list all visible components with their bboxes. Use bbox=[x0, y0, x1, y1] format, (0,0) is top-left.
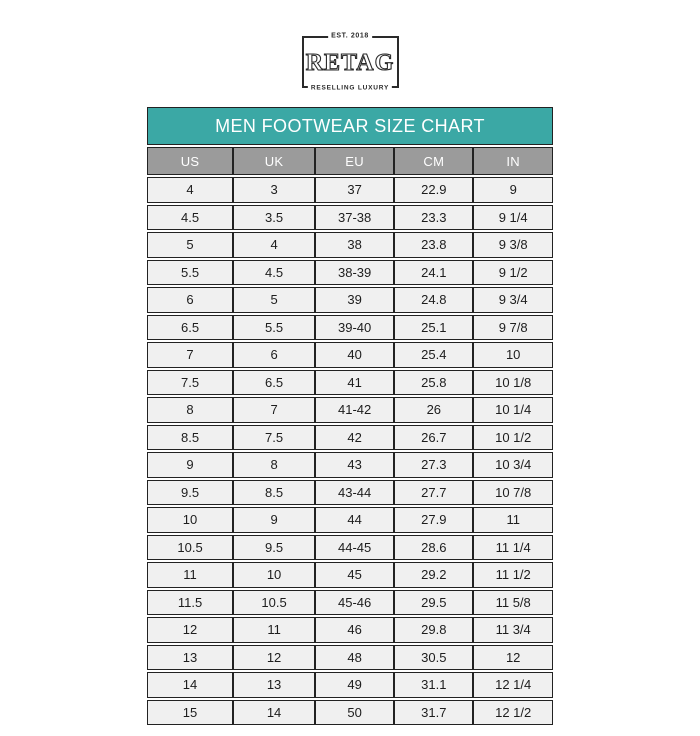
logo-tagline-label: RESELLING LUXURY bbox=[308, 85, 392, 92]
table-cell: 4 bbox=[147, 177, 233, 203]
table-cell: 11 1/4 bbox=[473, 535, 553, 561]
table-cell: 8.5 bbox=[233, 480, 315, 506]
page bbox=[0, 32, 700, 736]
table-cell: 14 bbox=[147, 672, 233, 698]
table-cell: 5.5 bbox=[233, 315, 315, 341]
table-cell: 6 bbox=[233, 342, 315, 368]
column-header-uk: UK bbox=[233, 147, 315, 175]
logo-brand-mark bbox=[307, 47, 393, 77]
table-cell: 12 bbox=[233, 645, 315, 671]
table-cell: 31.7 bbox=[394, 700, 473, 726]
table-row bbox=[147, 397, 553, 423]
table-cell: 10 bbox=[233, 562, 315, 588]
table-cell: 5 bbox=[233, 287, 315, 313]
table-cell: 9 bbox=[147, 452, 233, 478]
table-cell: 25.4 bbox=[394, 342, 473, 368]
table-cell: 11 bbox=[147, 562, 233, 588]
table-cell: 11.5 bbox=[147, 590, 233, 616]
table-cell: 24.8 bbox=[394, 287, 473, 313]
table-cell: 38-39 bbox=[315, 260, 394, 286]
table-cell: 29.8 bbox=[394, 617, 473, 643]
table-row bbox=[147, 452, 553, 478]
table-cell: 10 1/4 bbox=[473, 397, 553, 423]
table-row bbox=[147, 507, 553, 533]
table-cell: 45 bbox=[315, 562, 394, 588]
table-cell: 26 bbox=[394, 397, 473, 423]
table-cell: 4.5 bbox=[147, 205, 233, 231]
table-cell: 27.9 bbox=[394, 507, 473, 533]
column-header-eu: EU bbox=[315, 147, 394, 175]
table-cell: 27.7 bbox=[394, 480, 473, 506]
chart-title-banner bbox=[147, 107, 553, 145]
column-header-cm: CM bbox=[394, 147, 473, 175]
table-row bbox=[147, 342, 553, 368]
table-cell: 12 bbox=[473, 645, 553, 671]
size-table-header-row bbox=[147, 147, 553, 175]
table-cell: 9.5 bbox=[147, 480, 233, 506]
table-cell: 7 bbox=[147, 342, 233, 368]
table-cell: 7.5 bbox=[233, 425, 315, 451]
chart-title: MEN FOOTWEAR SIZE CHART bbox=[215, 115, 485, 136]
table-row bbox=[147, 260, 553, 286]
table-cell: 23.3 bbox=[394, 205, 473, 231]
table-cell: 30.5 bbox=[394, 645, 473, 671]
table-cell: 49 bbox=[315, 672, 394, 698]
table-cell: 9 1/4 bbox=[473, 205, 553, 231]
table-cell: 12 1/2 bbox=[473, 700, 553, 726]
table-cell: 9 1/2 bbox=[473, 260, 553, 286]
table-cell: 11 bbox=[233, 617, 315, 643]
table-cell: 10 bbox=[473, 342, 553, 368]
table-cell: 28.6 bbox=[394, 535, 473, 561]
size-table-body bbox=[147, 177, 553, 725]
table-cell: 37-38 bbox=[315, 205, 394, 231]
logo-established-label: EST. 2018 bbox=[328, 33, 372, 40]
column-header-us: US bbox=[147, 147, 233, 175]
table-cell: 7 bbox=[233, 397, 315, 423]
table-cell: 10 3/4 bbox=[473, 452, 553, 478]
table-cell: 3 bbox=[233, 177, 315, 203]
table-cell: 9 bbox=[473, 177, 553, 203]
table-cell: 9 3/8 bbox=[473, 232, 553, 258]
table-cell: 6 bbox=[147, 287, 233, 313]
table-cell: 4.5 bbox=[233, 260, 315, 286]
table-cell: 8.5 bbox=[147, 425, 233, 451]
table-row bbox=[147, 562, 553, 588]
table-cell: 9 bbox=[233, 507, 315, 533]
table-cell: 5 bbox=[147, 232, 233, 258]
table-cell: 9 3/4 bbox=[473, 287, 553, 313]
table-cell: 10.5 bbox=[147, 535, 233, 561]
table-cell: 29.2 bbox=[394, 562, 473, 588]
table-row bbox=[147, 287, 553, 313]
table-cell: 39-40 bbox=[315, 315, 394, 341]
logo-brand-text: RETAG bbox=[305, 50, 395, 76]
table-cell: 12 bbox=[147, 617, 233, 643]
table-cell: 44 bbox=[315, 507, 394, 533]
table-row bbox=[147, 315, 553, 341]
table-row bbox=[147, 535, 553, 561]
table-cell: 22.9 bbox=[394, 177, 473, 203]
table-cell: 11 1/2 bbox=[473, 562, 553, 588]
table-cell: 10 bbox=[147, 507, 233, 533]
table-row bbox=[147, 205, 553, 231]
table-cell: 9 7/8 bbox=[473, 315, 553, 341]
table-cell: 10 7/8 bbox=[473, 480, 553, 506]
table-cell: 14 bbox=[233, 700, 315, 726]
table-row bbox=[147, 700, 553, 726]
table-cell: 37 bbox=[315, 177, 394, 203]
size-table bbox=[147, 145, 553, 727]
table-cell: 50 bbox=[315, 700, 394, 726]
table-cell: 24.1 bbox=[394, 260, 473, 286]
table-cell: 40 bbox=[315, 342, 394, 368]
table-row bbox=[147, 425, 553, 451]
retag-logo bbox=[302, 32, 399, 91]
table-cell: 6.5 bbox=[147, 315, 233, 341]
table-cell: 5.5 bbox=[147, 260, 233, 286]
table-cell: 10 1/2 bbox=[473, 425, 553, 451]
table-cell: 13 bbox=[233, 672, 315, 698]
table-cell: 46 bbox=[315, 617, 394, 643]
table-row bbox=[147, 370, 553, 396]
table-cell: 3.5 bbox=[233, 205, 315, 231]
table-cell: 15 bbox=[147, 700, 233, 726]
table-row bbox=[147, 645, 553, 671]
table-cell: 41-42 bbox=[315, 397, 394, 423]
table-cell: 10 1/8 bbox=[473, 370, 553, 396]
table-row bbox=[147, 232, 553, 258]
table-cell: 8 bbox=[233, 452, 315, 478]
table-cell: 27.3 bbox=[394, 452, 473, 478]
table-cell: 43-44 bbox=[315, 480, 394, 506]
table-cell: 13 bbox=[147, 645, 233, 671]
table-row bbox=[147, 617, 553, 643]
table-cell: 11 5/8 bbox=[473, 590, 553, 616]
table-cell: 8 bbox=[147, 397, 233, 423]
table-cell: 41 bbox=[315, 370, 394, 396]
table-cell: 12 1/4 bbox=[473, 672, 553, 698]
table-row bbox=[147, 590, 553, 616]
logo-frame bbox=[302, 32, 399, 91]
table-cell: 11 bbox=[473, 507, 553, 533]
table-cell: 25.8 bbox=[394, 370, 473, 396]
table-row bbox=[147, 672, 553, 698]
table-row bbox=[147, 177, 553, 203]
table-cell: 26.7 bbox=[394, 425, 473, 451]
table-cell: 7.5 bbox=[147, 370, 233, 396]
column-header-in: IN bbox=[473, 147, 553, 175]
table-cell: 25.1 bbox=[394, 315, 473, 341]
table-cell: 4 bbox=[233, 232, 315, 258]
table-cell: 10.5 bbox=[233, 590, 315, 616]
table-cell: 9.5 bbox=[233, 535, 315, 561]
table-cell: 42 bbox=[315, 425, 394, 451]
table-cell: 31.1 bbox=[394, 672, 473, 698]
table-cell: 11 3/4 bbox=[473, 617, 553, 643]
table-row bbox=[147, 480, 553, 506]
table-cell: 48 bbox=[315, 645, 394, 671]
size-chart bbox=[147, 107, 553, 727]
table-cell: 45-46 bbox=[315, 590, 394, 616]
table-cell: 29.5 bbox=[394, 590, 473, 616]
table-cell: 6.5 bbox=[233, 370, 315, 396]
table-cell: 44-45 bbox=[315, 535, 394, 561]
table-cell: 39 bbox=[315, 287, 394, 313]
table-cell: 38 bbox=[315, 232, 394, 258]
table-cell: 43 bbox=[315, 452, 394, 478]
table-cell: 23.8 bbox=[394, 232, 473, 258]
